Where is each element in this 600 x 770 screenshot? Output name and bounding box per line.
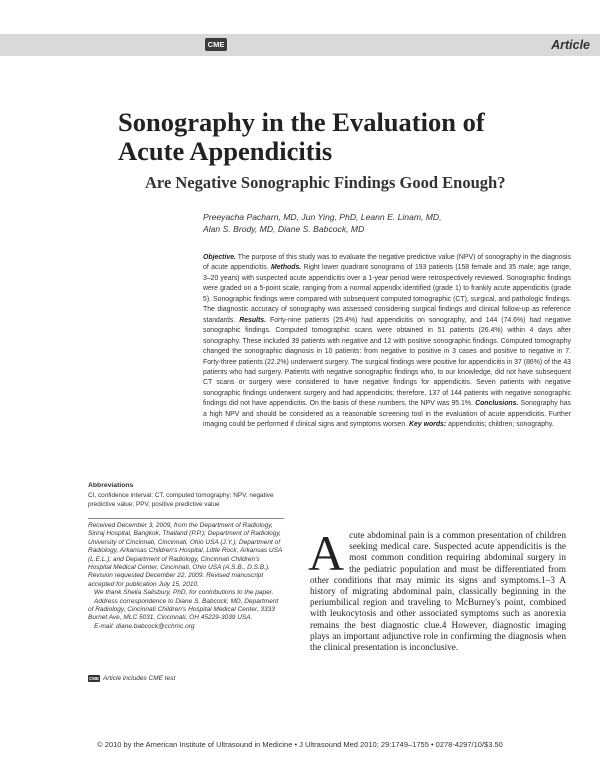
methods-text: Right lower quadrant sonograms of 193 patients (158 female and 35 male; age range, 3–20 years) with suspected acute appendicitis over a 1-year period were retrospectively reviewed. Sonographic findings were graded on a 5-point scale, ranging from a normal appendix identified (grade 1) to frankly acute appendicitis (grade 5). Sonographic findings were compared with subsequent computed tomographic (CT), surgical, and pathologic findings. The diagnostic accuracy of sonography was assessed considering surgical findings and clinical follow-up as reference standards. bbox=[203, 264, 571, 324]
objective-label: Objective. bbox=[203, 254, 236, 261]
author-list bbox=[203, 211, 563, 235]
results-text: Forty-nine patients (25.4%) had appendicitis on sonography, and 144 (74.6%) had negative sonographic findings. Computed tomographic scans were obtained in 51 patients (26.4%) within 4 days after sonography. These included 39 patients with negative and 12 with positive sonographic findings. Computed tomography changed the sonographic diagnosis in 10 patients: from negative to positive in 3 cases and positive to negative in 7. Forty-three patients (22.2%) underwent surgery. The surgical findings were positive for appendicitis in 37 (86%) of the 43 patients who had surgery. Patients with negative sonographic findings who, to our knowledge, did not have subsequent CT scans or surgery were considered to have negative findings for appendicitis. Seven patients with negative sonographic findings underwent surgery and had appendicitis; therefore, 137 of 144 patients with negative sonographic findings did not have appendicitis. On the basis of these numbers, the NPV was 95.1%. bbox=[203, 316, 571, 408]
cme-note-text: Article includes CME test bbox=[103, 675, 176, 682]
abbreviations-heading: Abbreviations bbox=[88, 482, 134, 489]
acknowledgment: We thank Shelia Salisbury, PhD, for contributions to the paper. bbox=[94, 589, 274, 597]
cme-note bbox=[88, 675, 284, 682]
article-title: Sonography in the Evaluation of Acute Appendicitis bbox=[118, 107, 485, 166]
article-subtitle: Are Negative Sonographic Findings Good Enough? bbox=[145, 173, 506, 192]
abstract bbox=[203, 253, 571, 431]
body-paragraph bbox=[308, 525, 566, 654]
article-notes bbox=[88, 518, 284, 631]
correspondence-address: Address correspondence to Diane S. Babcock, MD, Department of Radiology, Cincinnati Children's Hospital Medical Center, 3333 Burnet Ave, MLC 5031, Cincinnati, OH 45229-3039 USA. bbox=[88, 597, 279, 622]
methods-label: Methods. bbox=[270, 264, 302, 272]
keywords-label: Key words: bbox=[409, 421, 447, 429]
section-label: Article bbox=[551, 38, 590, 52]
drop-cap: A bbox=[308, 525, 345, 581]
page-footer: © 2010 by the American Institute of Ultrasound in Medicine • J Ultrasound Med 2010; 29:1749–1755 • 0278-4297/10/$3.50 bbox=[97, 740, 503, 749]
abbreviations bbox=[88, 481, 283, 509]
author-line-1: Preeyacha Pacharn, MD, Jun Ying, PhD, Leann E. Linam, MD, bbox=[203, 212, 442, 222]
author-line-2: Alan S. Brody, MD, Diane S. Babcock, MD bbox=[203, 224, 365, 234]
header-bar bbox=[0, 34, 600, 56]
conclusions-text: Sonography has a high NPV and should be considered as a reasonable screening tool in the evaluation of acute appendicitis. Further imaging could be performed if clinical signs and symptoms worsen. bbox=[203, 400, 571, 429]
objective-text: The purpose of this study was to evaluate the negative predictive value (NPV) of sonography in the diagnosis of acute appendicitis. bbox=[203, 254, 571, 272]
body-text: cute abdominal pain is a common presentation of children seeking medical care. Suspected acute appendicitis is the most common condition requiring abdominal surgery in the pediatric population and must be differentiated from other conditions that may mimic its signs and symptoms.1–3 A history of migrating abdominal pain, classically beginning in the periumbilical region and traveling to McBurney's point, combined with leukocytosis and other associated symptoms such as anorexia remains the best diagnostic clue.4 However, diagnostic imaging plays an important adjunctive role in confirming the diagnosis when the clinical presentation is inconclusive. bbox=[310, 531, 566, 654]
results-label: Results. bbox=[239, 316, 266, 324]
conclusions-label: Conclusions. bbox=[475, 400, 519, 408]
keywords-text: appendicitis; children; sonography. bbox=[446, 421, 554, 429]
correspondence-email: E-mail: diane.babcock@cchmc.org bbox=[94, 622, 195, 630]
cme-badge: CME bbox=[205, 38, 227, 51]
received-info bbox=[88, 522, 284, 631]
received-dates: Received December 3, 2009, from the Department of Radiology, Siriraj Hospital, Bangkok, Thailand (P.P.); Department of Radiology, University of Cincinnati, Cincinnati, Ohio USA (J.Y.); Department of Radiology, Arkansas Children's Hospital, Little Rock, Arkansas USA (L.E.L.); and Department of Radiology, Cincinnati Children's Hospital Medical Center, Cincinnati, Ohio USA (A.S.B., D.S.B.). Revision requested December 22, 2009. Revised manuscript accepted for publication July 15, 2010. bbox=[88, 522, 283, 588]
abbreviations-text: CI, confidence interval; CT, computed tomography; NPV, negative predictive value; PPV, positive predictive value bbox=[88, 492, 274, 508]
cme-small-badge: CME bbox=[89, 676, 99, 681]
